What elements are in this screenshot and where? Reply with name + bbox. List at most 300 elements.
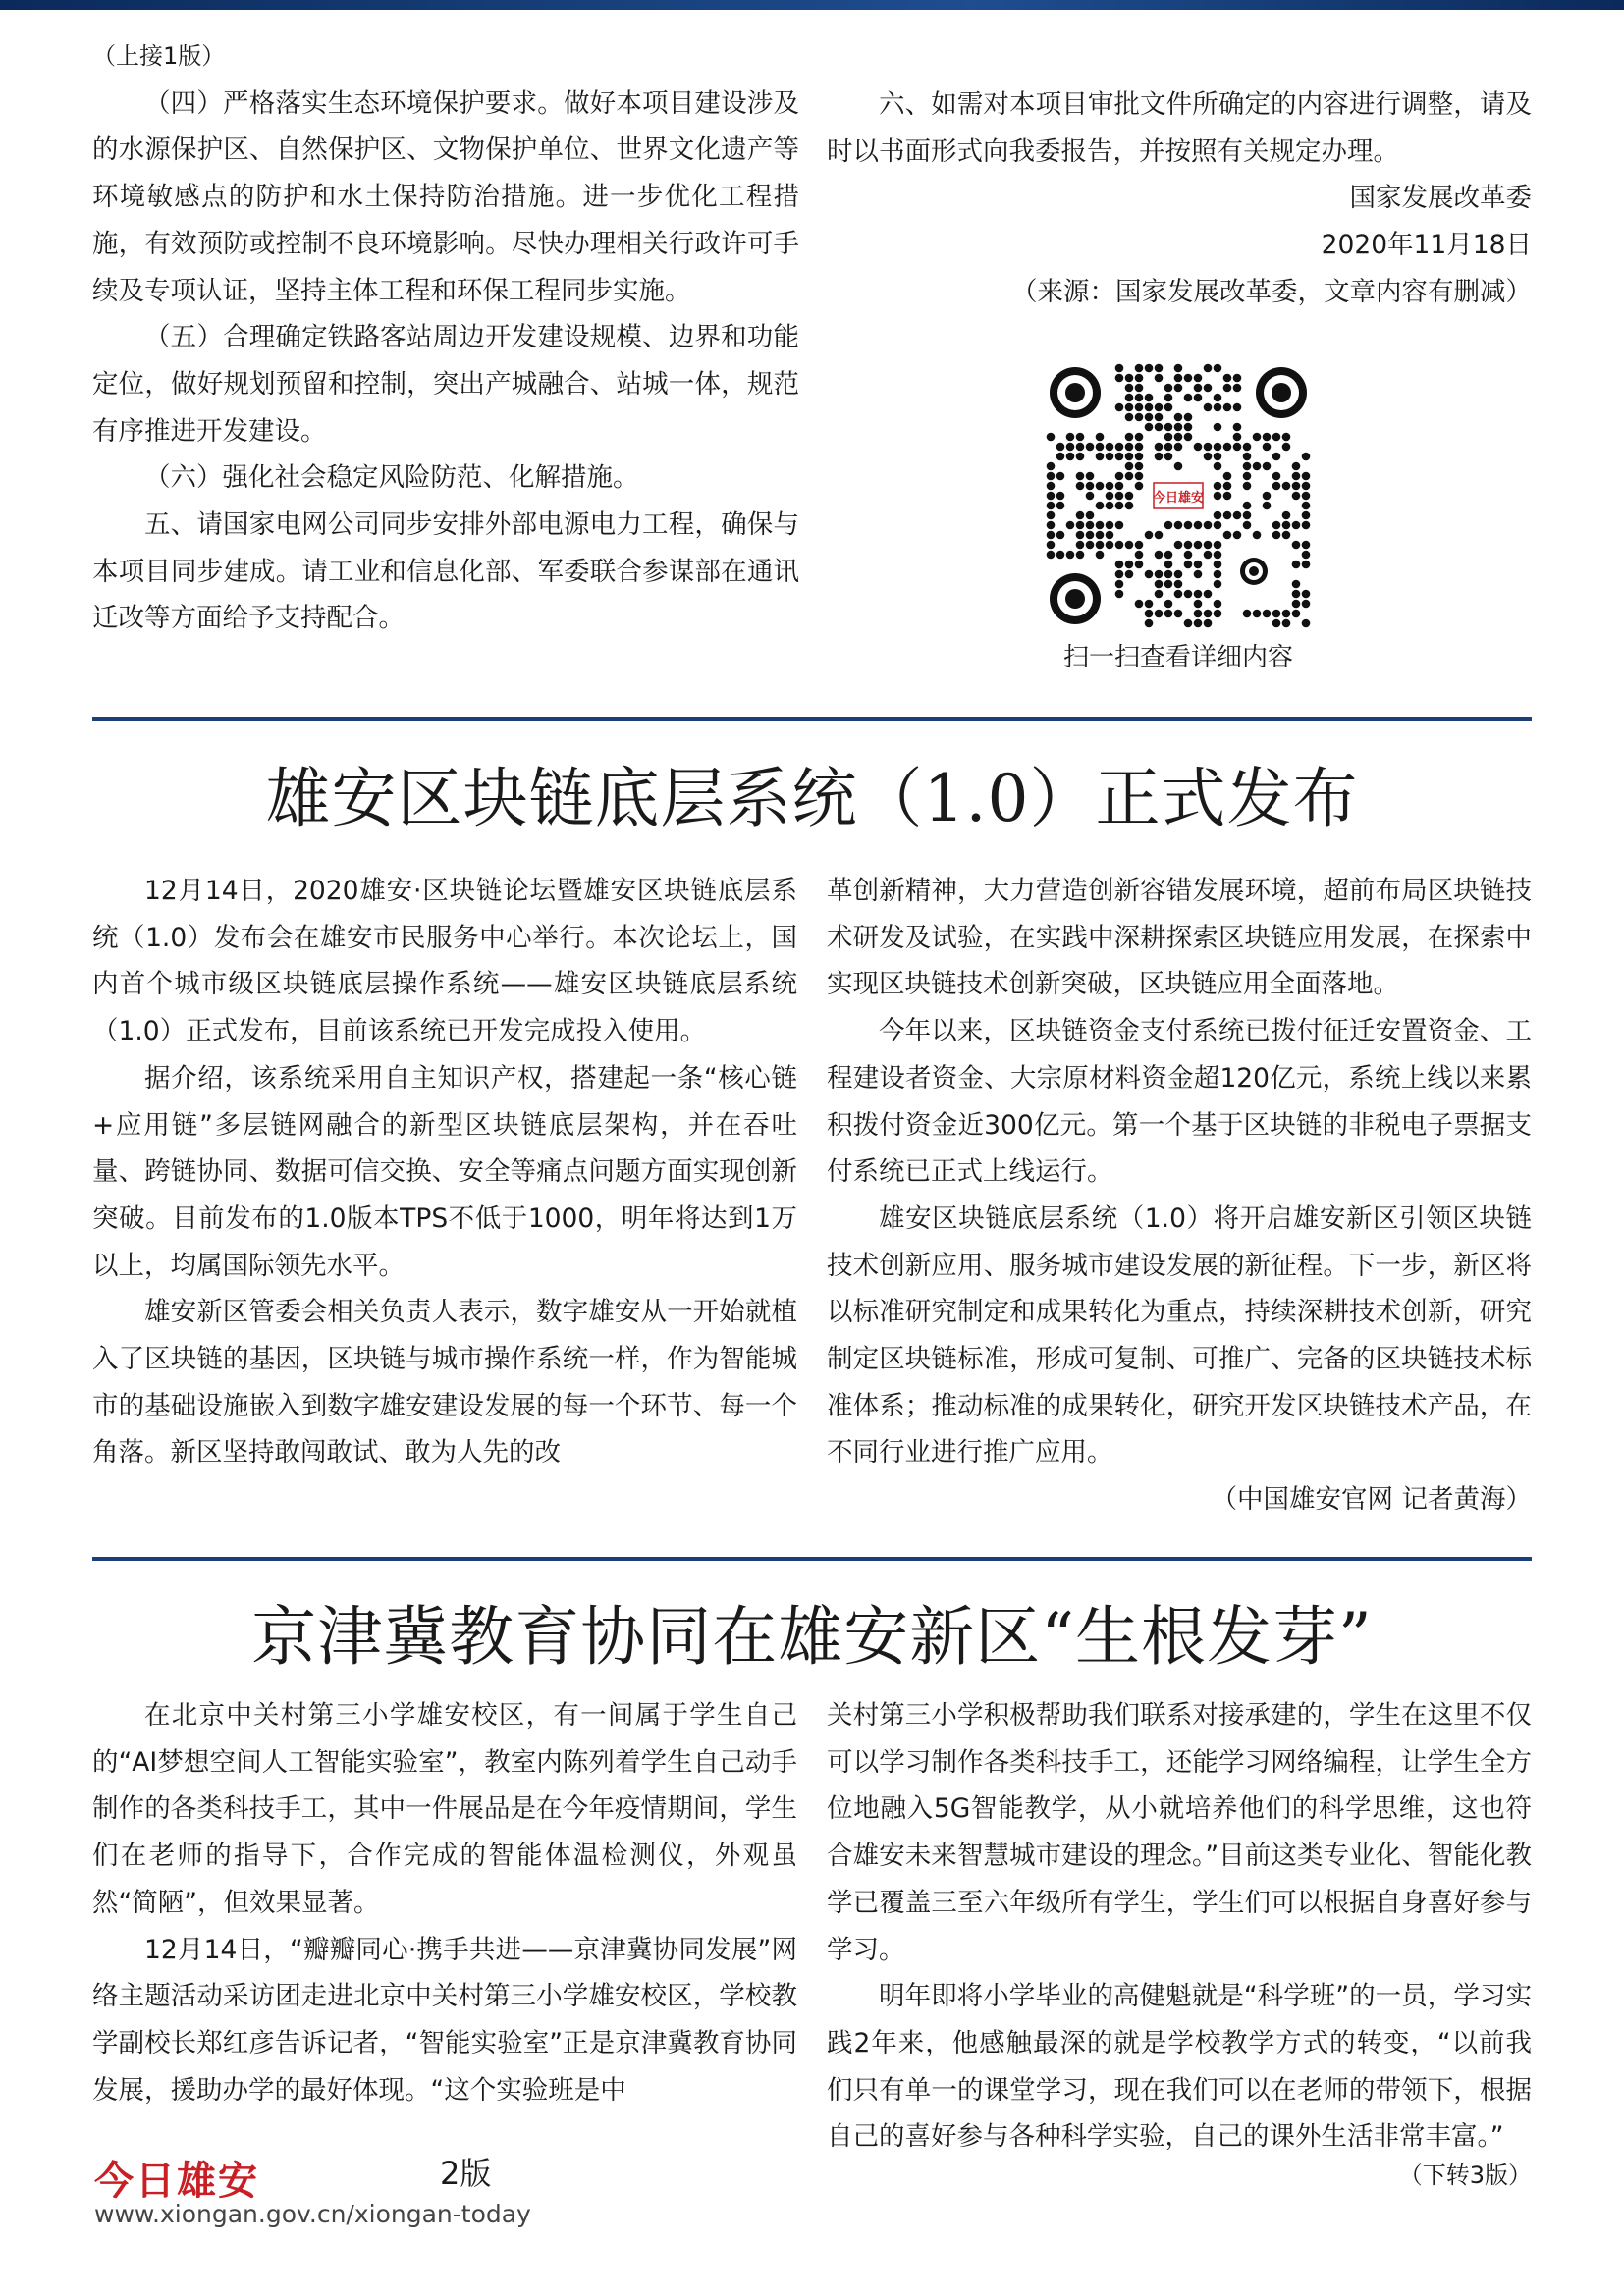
qr-module [1282,531,1291,540]
paragraph: 据介绍，该系统采用自主知识产权，搭建起一条“核心链+应用链”多层链网融合的新型区块链底层架构，并在吞吐量、跨链协同、数据可信交换、安全等痛点问题方面实现创新突破。目前发布的1.0版本TPS不低于1000，明年将达到1万以上，均属国际领先水平。 [92,1062,797,1281]
qr-module [1106,482,1114,491]
qr-module [1292,561,1301,569]
paragraph: 雄安新区管委会相关负责人表示，数字雄安从一开始就植入了区块链的基因，区块链与城市操作系统一样，作为智能城市的基础设施嵌入到数字雄安建设发展的每一个环节、每一个角落。新区坚持敢闯敢试、敢为人先的改 [92,1297,797,1468]
qr-module [1282,511,1291,520]
qr-module [1174,423,1183,432]
paragraph: 六、如需对本项目审批文件所确定的内容进行调整，请及时以书面形式向我委报告，并按照有关规定办理。 [827,89,1532,167]
qr-module [1204,443,1213,452]
qr-module [1223,403,1232,412]
article-2-right-column [827,1692,1532,2161]
qr-module [1282,610,1291,618]
qr-module [1302,590,1311,599]
qr-module [1243,521,1252,530]
qr-module [1214,394,1222,402]
qr-module [1115,403,1124,412]
section-divider [92,717,1532,721]
issue-date: 2020年11月18日 [1321,230,1532,261]
qr-module [1056,531,1065,540]
issuing-organization: 国家发展改革委 [1349,183,1532,214]
qr-module [1076,433,1085,442]
qr-module [1184,394,1193,402]
qr-module [1292,590,1301,599]
qr-module [1223,384,1232,393]
qr-module [1164,453,1173,461]
qr-module [1086,521,1095,530]
qr-module [1184,590,1193,599]
qr-module [1223,482,1232,491]
qr-module [1174,541,1183,550]
qr-module [1214,482,1222,491]
qr-module [1096,443,1105,452]
qr-module [1194,561,1203,569]
qr-module [1115,472,1124,481]
qr-module [1272,610,1281,618]
qr-module [1086,492,1095,501]
qr-module [1174,590,1183,599]
qr-module [1135,433,1144,442]
qr-module [1184,413,1193,422]
qr-module [1184,551,1193,560]
qr-module [1125,492,1134,501]
qr-module [1214,570,1222,579]
qr-module [1056,472,1065,481]
qr-module [1204,364,1213,373]
qr-module [1145,394,1154,402]
qr-module [1115,482,1124,491]
qr-module [1272,619,1281,628]
qr-module [1115,570,1124,579]
qr-module [1135,443,1144,452]
qr-module [1223,511,1232,520]
paragraph: 五、请国家电网公司同步安排外部电源电力工程，确保与本项目同步建成。请工业和信息化部、军委联合参谋部在通讯迁改等方面给予支持配合。 [92,509,799,634]
qr-module [1135,472,1144,481]
qr-module [1115,374,1124,383]
qr-module [1076,472,1085,481]
qr-module [1282,619,1291,628]
qr-module [1174,610,1183,618]
qr-module [1135,403,1144,412]
qr-module [1302,472,1311,481]
qr-module [1106,521,1114,530]
qr-module [1155,443,1164,452]
qr-finder-top-right [1256,367,1307,418]
qr-module [1292,472,1301,481]
qr-module [1263,433,1272,442]
qr-module [1184,521,1193,530]
qr-module [1164,521,1173,530]
paragraph: 雄安区块链底层系统（1.0）将开启雄安新区引领区块链技术创新应用、服务城市建设发展的新征程。下一步，新区将以标准研究制定和成果转化为重点，持续深耕技术创新，研究制定区块链标准，形成可复制、可推广、完备的区块链技术标准体系；推动标准的成果转化，研究开发区块链技术产品，在不同行业进行推广应用。 [827,1202,1532,1468]
article-1-left-column [92,868,797,1476]
qr-module [1184,561,1193,569]
paragraph-continued: 关村第三小学积极帮助我们联系对接承建的，学生在这里不仅可以学习制作各类科技手工，还能学习网络编程，让学生全方位地融入5G智能教学，从小就培养他们的科学思维，这也符合雄安未来智慧城市建设的理念。”目前这类专业化、智能化教学已覆盖三至六年级所有学生，学生们可以根据自身喜好参与学习。 [827,1700,1532,1965]
qr-module [1194,394,1203,402]
qr-module [1184,374,1193,383]
qr-module [1125,413,1134,422]
qr-module [1145,364,1154,373]
qr-module [1204,619,1213,628]
qr-module [1272,482,1281,491]
qr-module [1272,472,1281,481]
qr-module [1233,423,1242,432]
qr-module [1184,423,1193,432]
qr-module [1096,502,1105,510]
qr-module [1145,413,1154,422]
qr-module [1096,453,1105,461]
paragraph: 12月14日，2020雄安·区块链论坛暨雄安区块链底层系统（1.0）发布会在雄安市民服务中心举行。本次论坛上，国内首个城市级区块链底层操作系统——雄安区块链底层系统（1.0）正式发布，目前该系统已开发完成投入使用。 [92,876,797,1047]
qr-module [1056,443,1065,452]
qr-module [1056,551,1065,560]
qr-module [1115,561,1124,569]
qr-module [1076,443,1085,452]
qr-module [1076,551,1085,560]
qr-module [1292,482,1301,491]
qr-module [1272,521,1281,530]
qr-module [1125,384,1134,393]
qr-module [1125,561,1134,569]
article-1-right-column [827,868,1532,1523]
qr-module [1233,384,1242,393]
qr-module [1096,433,1105,442]
qr-module [1233,403,1242,412]
qr-module [1263,502,1272,510]
qr-module [1135,561,1144,569]
qr-module [1115,580,1124,589]
qr-module [1096,531,1105,540]
qr-module [1223,472,1232,481]
qr-module [1145,619,1154,628]
qr-module [1253,531,1262,540]
qr-module [1302,521,1311,530]
qr-module [1243,443,1252,452]
qr-module [1047,541,1056,550]
qr-module [1135,453,1144,461]
qr-module [1115,590,1124,599]
qr-module [1066,551,1075,560]
qr-module [1272,531,1281,540]
qr-module [1164,561,1173,569]
qr-module [1214,551,1222,560]
qr-module [1076,541,1085,550]
qr-module [1056,492,1065,501]
qr-module [1272,453,1281,461]
qr-module [1125,443,1134,452]
qr-center-logo: 今日雄安 [1152,491,1205,506]
qr-module [1233,531,1242,540]
qr-module [1125,403,1134,412]
continued-to-label: （下转3版） [1398,2162,1532,2189]
qr-module [1135,462,1144,471]
paragraph: 在北京中关村第三小学雄安校区，有一间属于学生自己的“AI梦想空间人工智能实验室”，教室内陈列着学生自己动手制作的各类科技手工，其中一件展品是在今年疫情期间，学生们在老师的指导下，合作完成的智能体温检测仪，外观虽然“简陋”，但效果显著。 [92,1700,797,1918]
qr-module [1164,580,1173,589]
qr-module [1145,531,1154,540]
paragraph: （五）合理确定铁路客站周边开发建设规模、边界和功能定位，做好规划预留和控制，突出产城融合、站城一体，规范有序推进开发建设。 [92,322,799,447]
qr-module [1253,433,1262,442]
qr-module [1282,433,1291,442]
qr-module [1194,541,1203,550]
qr-module [1194,384,1203,393]
qr-module [1214,600,1222,609]
qr-module [1253,462,1262,471]
paragraph: （六）强化社会稳定风险防范、化解措施。 [144,462,639,494]
qr-module [1155,403,1164,412]
qr-module [1076,511,1085,520]
qr-module [1047,492,1056,501]
qr-module [1184,619,1193,628]
paragraph: （四）严格落实生态环境保护要求。做好本项目建设涉及的水源保护区、自然保护区、文物保护单位、世界文化遗产等环境敏感点的防护和水土保持防治措施。进一步优化工程措施，有效预防或控制不良环境影响。尽快办理相关行政许可手续及专项认证，坚持主体工程和环保工程同步实施。 [92,87,799,306]
qr-module [1204,403,1213,412]
qr-module [1155,531,1164,540]
qr-module [1106,541,1114,550]
qr-module [1194,374,1203,383]
qr-module [1194,570,1203,579]
qr-module [1302,453,1311,461]
qr-module [1056,502,1065,510]
qr-module [1174,384,1183,393]
qr-module [1302,511,1311,520]
qr-module [1243,462,1252,471]
qr-module [1145,403,1154,412]
top-left-column [92,33,799,642]
qr-module [1066,433,1075,442]
qr-module [1086,541,1095,550]
qr-finder-small [1240,558,1268,585]
qr-module [1263,610,1272,618]
qr-module [1302,502,1311,510]
qr-module [1174,364,1183,373]
qr-module [1106,492,1114,501]
paragraph: 12月14日，“瓣瓣同心·携手共进——京津冀协同发展”网络主题活动采访团走进北京中关村第三小学雄安校区，学校教学副校长郑红彦告诉记者，“智能实验室”正是京津冀教育协同发展，援助办学的最好体现。“这个实验班是中 [92,1934,797,2106]
qr-module [1204,384,1213,393]
qr-module [1233,433,1242,442]
qr-finder-top-left [1050,367,1101,418]
qr-module [1233,443,1242,452]
qr-code[interactable] [1046,363,1311,628]
qr-module [1292,521,1301,530]
qr-module [1096,551,1105,560]
qr-module [1223,492,1232,501]
qr-module [1047,433,1056,442]
qr-module [1047,511,1056,520]
qr-module [1047,472,1056,481]
qr-module [1145,423,1154,432]
qr-module [1135,482,1144,491]
qr-module [1214,443,1222,452]
qr-module [1047,531,1056,540]
source-note: （来源：国家发展改革委，文章内容有删减） [1011,276,1532,307]
qr-module [1263,462,1272,471]
qr-module [1164,433,1173,442]
top-right-column [827,81,1532,316]
qr-module [1155,453,1164,461]
qr-module [1135,413,1144,422]
qr-module [1302,619,1311,628]
qr-module [1164,610,1173,618]
qr-module [1204,590,1213,599]
qr-module [1076,531,1085,540]
continued-from-label: （上接1版） [92,42,226,70]
qr-module [1174,374,1183,383]
qr-module [1292,610,1301,618]
qr-module [1174,443,1183,452]
qr-module [1223,374,1232,383]
qr-module [1135,551,1144,560]
section-divider [92,1557,1532,1561]
qr-module [1223,531,1232,540]
qr-module [1214,492,1222,501]
qr-module [1145,600,1154,609]
qr-module [1076,482,1085,491]
qr-module [1056,453,1065,461]
qr-module [1214,610,1222,618]
qr-module [1204,541,1213,550]
qr-module [1066,443,1075,452]
qr-module [1243,502,1252,510]
qr-module [1125,570,1134,579]
qr-module [1096,521,1105,530]
qr-module [1106,443,1114,452]
qr-module [1214,580,1222,589]
qr-module [1135,384,1144,393]
qr-module [1047,521,1056,530]
qr-finder-bottom-left [1050,573,1101,624]
qr-module [1106,502,1114,510]
qr-module [1164,570,1173,579]
qr-module [1282,482,1291,491]
qr-module [1115,502,1124,510]
qr-module [1253,610,1262,618]
article-1-headline: 雄安区块链底层系统（1.0）正式发布 [265,761,1359,836]
qr-module [1164,394,1173,402]
article-2-headline: 京津冀教育协同在雄安新区“生根发芽” [251,1599,1373,1675]
qr-module [1086,443,1095,452]
qr-module [1125,462,1134,471]
qr-module [1076,521,1085,530]
qr-module [1155,610,1164,618]
qr-module [1164,403,1173,412]
qr-module [1164,600,1173,609]
qr-module [1164,423,1173,432]
qr-module [1164,551,1173,560]
qr-module [1164,384,1173,393]
qr-module [1086,482,1095,491]
qr-module [1155,374,1164,383]
qr-module [1302,561,1311,569]
qr-module [1204,610,1213,618]
qr-module [1204,521,1213,530]
qr-module [1302,541,1311,550]
qr-module [1164,443,1173,452]
qr-module [1243,453,1252,461]
qr-module [1115,364,1124,373]
qr-module [1292,462,1301,471]
qr-module [1184,541,1193,550]
qr-caption: 扫一扫查看详细内容 [1062,643,1293,672]
qr-module [1184,433,1193,442]
qr-module [1214,453,1222,461]
qr-module [1115,521,1124,530]
qr-module [1204,453,1213,461]
qr-module [1155,551,1164,560]
qr-module [1214,403,1222,412]
qr-module [1214,462,1222,471]
qr-module [1243,472,1252,481]
qr-module [1145,610,1154,618]
qr-module [1047,462,1056,471]
qr-module [1115,541,1124,550]
top-color-bar [0,0,1624,10]
qr-module [1047,502,1056,510]
paragraph-continued: 革创新精神，大力营造创新容错发展环境，超前布局区块链技术研发及试验，在实践中深耕探索区块链应用发展，在探索中实现区块链技术创新突破，区块链应用全面落地。 [827,876,1532,1000]
qr-module [1174,462,1183,471]
qr-module [1125,472,1134,481]
qr-module [1214,521,1222,530]
qr-module [1125,453,1134,461]
qr-module [1155,423,1164,432]
qr-module [1292,541,1301,550]
qr-module [1106,531,1114,540]
qr-module [1282,443,1291,452]
qr-module [1086,511,1095,520]
qr-module [1214,511,1222,520]
qr-module [1272,433,1281,442]
qr-module [1233,511,1242,520]
qr-module [1243,610,1252,618]
qr-module [1292,492,1301,501]
qr-module [1135,394,1144,402]
qr-module [1096,541,1105,550]
qr-module [1106,453,1114,461]
qr-module [1282,521,1291,530]
website-link[interactable]: www.xiongan.gov.cn/xiongan-today [94,2200,531,2228]
qr-module [1302,482,1311,491]
page-number: 2版 [440,2155,492,2192]
qr-module [1302,600,1311,609]
qr-module [1135,600,1144,609]
qr-module [1292,600,1301,609]
qr-module [1302,492,1311,501]
qr-module [1115,453,1124,461]
paragraph: 今年以来，区块链资金支付系统已拨付征迁安置资金、工程建设者资金、大宗原材料资金超120亿元，系统上线以来累积拨付资金近300亿元。第一个基于区块链的非税电子票据支付系统已正式上线运行。 [827,1016,1532,1188]
qr-module [1214,423,1222,432]
qr-module [1194,619,1203,628]
qr-module [1155,590,1164,599]
qr-module [1302,551,1311,560]
qr-module [1066,453,1075,461]
qr-module [1096,482,1105,491]
qr-module [1125,502,1134,510]
qr-module [1155,570,1164,579]
qr-module [1194,610,1203,618]
qr-module [1174,580,1183,589]
qr-module [1125,433,1134,442]
newspaper-logo: 今日雄安 [94,2158,259,2204]
qr-module [1135,364,1144,373]
qr-module [1243,511,1252,520]
qr-module [1214,541,1222,550]
qr-module [1135,541,1144,550]
qr-module [1263,443,1272,452]
qr-module [1174,413,1183,422]
qr-module [1047,551,1056,560]
qr-module [1125,394,1134,402]
qr-module [1135,374,1144,383]
qr-module [1086,531,1095,540]
qr-module [1194,600,1203,609]
qr-module [1174,433,1183,442]
qr-module [1243,482,1252,491]
qr-module [1263,492,1272,501]
qr-module [1223,443,1232,452]
